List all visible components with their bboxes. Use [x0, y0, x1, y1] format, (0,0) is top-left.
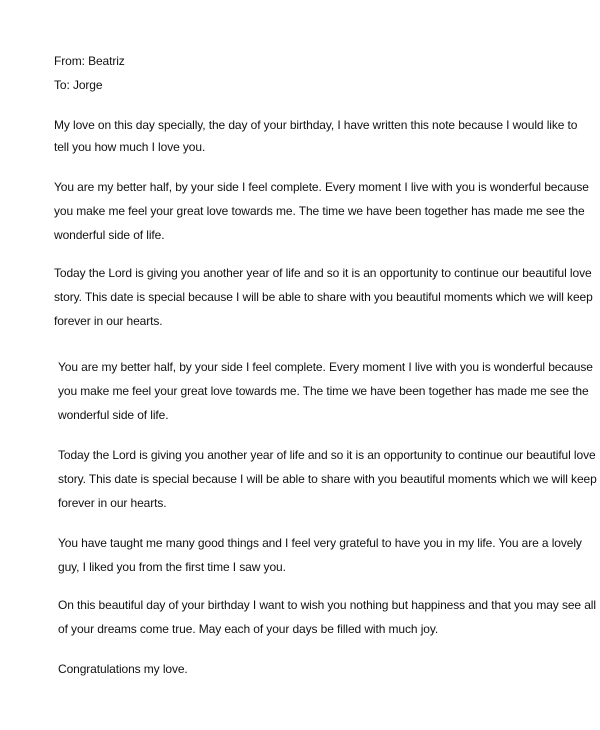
paragraph-3-line-3: forever in our hearts.: [54, 314, 163, 328]
paragraph-5-line-3: forever in our hearts.: [58, 496, 167, 510]
paragraph-2-line-1: You are my better half, by your side I feel complete. Every moment I live with you is wonderful because: [54, 180, 589, 194]
closing-line: Congratulations my love.: [58, 662, 188, 676]
paragraph-2-line-2: you make me feel your great love towards me. The time we have been together has made me see the: [54, 204, 585, 218]
from-line: From: Beatriz: [54, 54, 125, 68]
paragraph-2-line-3: wonderful side of life.: [54, 228, 165, 242]
paragraph-7-line-2: of your dreams come true. May each of your days be filled with much joy.: [58, 622, 439, 636]
paragraph-3-line-2: story. This date is special because I will be able to share with you beautiful moments which we will keep: [54, 290, 593, 304]
paragraph-5-line-1: Today the Lord is giving you another year of life and so it is an opportunity to continue our beautiful love: [58, 448, 596, 462]
paragraph-4-line-3: wonderful side of life.: [58, 408, 169, 422]
paragraph-4-line-1: You are my better half, by your side I feel complete. Every moment I live with you is wonderful because: [58, 360, 593, 374]
paragraph-4-line-2: you make me feel your great love towards me. The time we have been together has made me see the: [58, 384, 589, 398]
paragraph-7-line-1: On this beautiful day of your birthday I want to wish you nothing but happiness and that you may see all: [58, 598, 596, 612]
paragraph-1-line-2: tell you how much I love you.: [54, 140, 206, 154]
to-line: To: Jorge: [54, 78, 103, 92]
paragraph-6-line-2: guy, I liked you from the first time I saw you.: [58, 560, 286, 574]
paragraph-3-line-1: Today the Lord is giving you another year of life and so it is an opportunity to continue our beautiful love: [54, 266, 592, 280]
paragraph-5-line-2: story. This date is special because I will be able to share with you beautiful moments which we will keep: [58, 472, 597, 486]
paragraph-1-line-1: My love on this day specially, the day of your birthday, I have written this note because I would like to: [54, 118, 578, 132]
paragraph-6-line-1: You have taught me many good things and I feel very grateful to have you in my life. You are a lovely: [58, 536, 582, 550]
